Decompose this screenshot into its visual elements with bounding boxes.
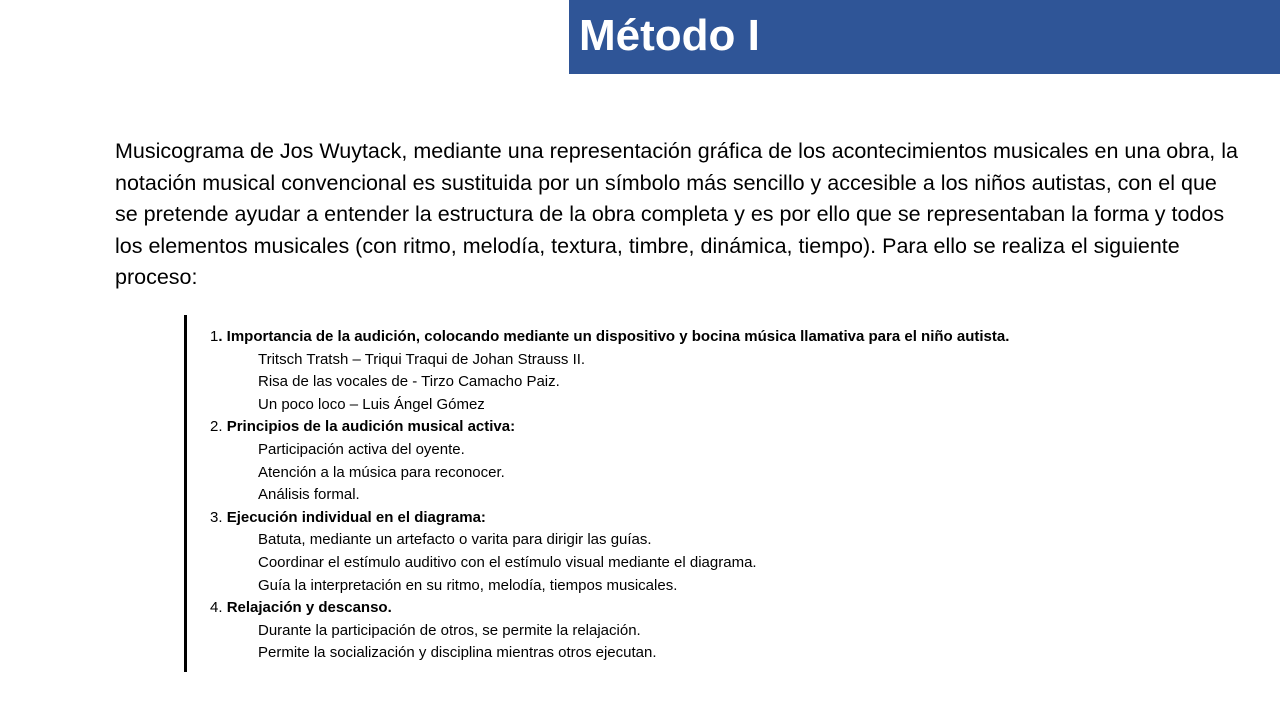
step-number: 3. (210, 508, 227, 526)
step-item: Análisis formal. (258, 486, 360, 504)
step-item: Batuta, mediante un artefacto o varita para dirigir las guías. (258, 531, 652, 549)
step-number: 4. (210, 599, 227, 617)
step-number: 2. (210, 418, 227, 436)
intro-paragraph: Musicograma de Jos Wuytack, mediante una representación gráfica de los acontecimientos musicales en una obra, la notación musical convencional es sustituida por un símbolo más sencillo y accesible a los niños autistas, con el que se pretende ayudar a entender la estructura de la obra completa y es por ello que se representaban la forma y todos los elementos musicales (con ritmo, melodía, textura, timbre, dinámica, tiempo). Para ello se realiza el siguiente proceso: (115, 139, 1238, 290)
step-title: Principios de la audición musical activa: (226, 418, 516, 436)
step-heading (210, 597, 1210, 620)
step-item: Permite la socialización y disciplina mientras otros ejecutan. (258, 644, 657, 662)
step-number: 1 (210, 328, 219, 345)
step-heading (210, 326, 1210, 349)
step-1 (210, 326, 1210, 416)
step-title: Relajación y descanso. (226, 599, 392, 617)
step-heading (210, 507, 1210, 530)
step-item: Risa de las vocales de - Tirzo Camacho Paiz. (258, 373, 560, 391)
step-4 (210, 597, 1210, 665)
step-title: Ejecución individual en el diagrama: (226, 508, 486, 526)
step-item: Coordinar el estímulo auditivo con el estímulo visual mediante el diagrama. (258, 553, 757, 571)
step-heading (210, 416, 1210, 439)
process-steps (210, 326, 1210, 665)
step-item: Tritsch Tratsh – Triqui Traqui de Johan Strauss II. (258, 350, 586, 368)
step-item: Durante la participación de otros, se permite la relajación. (258, 621, 641, 639)
step-item: Guía la interpretación en su ritmo, melodía, tiempos musicales. (258, 576, 678, 594)
step-2 (210, 416, 1210, 506)
step-item: Un poco loco – Luis Ángel Gómez (258, 395, 485, 413)
step-title: . Importancia de la audición, colocando mediante un dispositivo y bocina música llamativa para el niño autista. (218, 328, 1010, 345)
list-left-rule (184, 315, 187, 672)
slide-title: Método I (579, 11, 760, 60)
step-3 (210, 507, 1210, 597)
step-item: Participación activa del oyente. (258, 440, 465, 458)
title-bar (569, 0, 1280, 74)
step-item: Atención a la música para reconocer. (258, 463, 505, 481)
